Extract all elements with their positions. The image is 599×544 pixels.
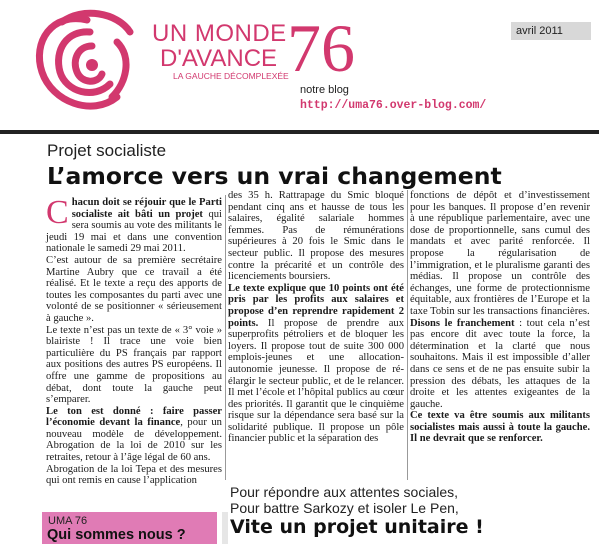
brand-line-2: D'AVANCE bbox=[160, 45, 278, 72]
paragraph: Abrogation de la loi Tepa et des mesures qui ont remis en cause l’application bbox=[46, 463, 222, 487]
dropcap: C bbox=[46, 194, 69, 231]
callout-line-2: Pour battre Sarkozy et isoler Le Pen, bbox=[230, 500, 459, 516]
paragraph: Le texte n’est pas un texte de « 3° voie » blairiste ! Il trace une voie bien particulière du PS français par rapport aux positions des autres PS européens. Il offre une gamme de propositions au débat, dont toute la gauche peut s’emparer. bbox=[46, 324, 222, 406]
header-divider bbox=[0, 130, 599, 134]
paragraph: C’est autour de sa première secrétaire Martine Aubry que ce travail a été réalisé. Et le texte a reçu des apports de toutes les composantes du parti avec une volonté de se positionner « sérieusement à gauche ». bbox=[46, 254, 222, 324]
paragraph: Le ton est donné : faire passer l’économie devant la finance, pour un nouveau modèle de développement. Abrogation de la loi de 2010 sur les retraites, retour à l’âge légal de 60 ans. bbox=[46, 405, 222, 464]
paragraph: fonctions de dépôt et d’investissement pour les banques. Il propose d’en revenir à une république parlementaire, avec une dose de proportionnelle, sans cumul des mandats et avec parité renforcée. Il propose la régularisation de l’immigration, et le pluralisme garanti des médias. Il propose un contrôle des échanges, une forme de protectionnisme équitable, aux frontières de l’Europe et la taxe Tobin sur les transactions financières. bbox=[410, 190, 590, 317]
column-divider bbox=[225, 195, 226, 480]
article-column-1: Chacun doit se réjouir que le Parti socialiste ait bâti un projet qui sera soumis au vote des militants le jeudi 19 mai et dans une convention nationale le samedi 29 mai 2011. C’est autour de sa première secrétaire Martine Aubry que ce travail a été réalisé. Et le texte a reçu des apports de toutes les composantes du parti avec une volonté de se positionner « sérieusement à gauche ». Le texte n’est pas un texte de « 3° voie » blairiste ! Il trace une voie bien particulière du PS français par rapport aux positions des autres PS européens. Il offre une gamme de propositions au débat, dont toute la gauche peut s’emparer. Le ton est donné : faire passer l’économie devant la finance, pour un nouveau modèle de développement. Abrogation de la loi de 2010 sur les retraites, retour à l’âge légal de 60 ans. Abrogation de la loi Tepa et des mesures qui ont remis en cause l’application bbox=[46, 194, 222, 487]
blog-link[interactable]: http://uma76.over-blog.com/ bbox=[300, 99, 487, 112]
paragraph: Ce texte va être soumis aux militants socialistes mais aussi à toute la gauche. Il ne devrait que se renforcer. bbox=[410, 410, 590, 445]
paragraph: Disons le franchement : tout cela n’est pas encore dit avec toute la force, la détermination et la clarté que nous souhaitons. Mais il est impossible d’aller dans ce sens et de ne pas ensuite subir la pression des débats, les attaques de la droite et les attentes exigeantes de la gauche. bbox=[410, 317, 590, 410]
paragraph: Le texte explique que 10 points ont été pris par les profits aux salaires et propose d’en reprendre rapidement 2 points. Il propose de prendre aux superprofits pétroliers et de bloquer les loyers. Il propose tout de suite 300 000 emplois-jeunes et une allocation-autonomie jeunesse. Il propose de ré-élargir le secteur public, et de le relancer. Il met l’école et l’hôpital publics au cœur des priorités. Il garantit que le cinquième risque sur la dépendance sera basé sur la solidarité publique. Il propose un pôle financier public et la séparation des bbox=[228, 282, 404, 445]
article-column-2 bbox=[228, 190, 404, 445]
rose-logo bbox=[22, 2, 152, 130]
blog-label: notre blog bbox=[300, 84, 349, 96]
article-kicker: Projet socialiste bbox=[47, 141, 167, 160]
about-box-title: Qui sommes nous ? bbox=[47, 527, 186, 543]
paragraph: des 35 h. Rattrapage du Smic bloqué pendant cinq ans et hausse de tous les salaires, égalité salariale hommes femmes. Pas de rémunérations supérieures à 20 fois le Smic dans le secteur public. Il propose des mesures contre la précarité et un contrôle des licenciements boursiers. bbox=[228, 190, 404, 283]
brand-line-1: UN MONDE bbox=[152, 20, 287, 47]
separator-strip bbox=[222, 512, 228, 544]
callout-headline: Vite un projet unitaire ! bbox=[230, 516, 484, 538]
brand-tagline: LA GAUCHE DÉCOMPLEXÉE bbox=[173, 71, 289, 81]
issue-date: avril 2011 bbox=[511, 22, 591, 40]
issue-number: 76 bbox=[287, 10, 355, 86]
column-divider bbox=[407, 190, 408, 480]
callout-line-1: Pour répondre aux attentes sociales, bbox=[230, 484, 459, 500]
article-headline: L’amorce vers un vrai changement bbox=[47, 162, 502, 190]
about-box-label: UMA 76 bbox=[48, 515, 88, 527]
article-column-3 bbox=[410, 190, 590, 445]
